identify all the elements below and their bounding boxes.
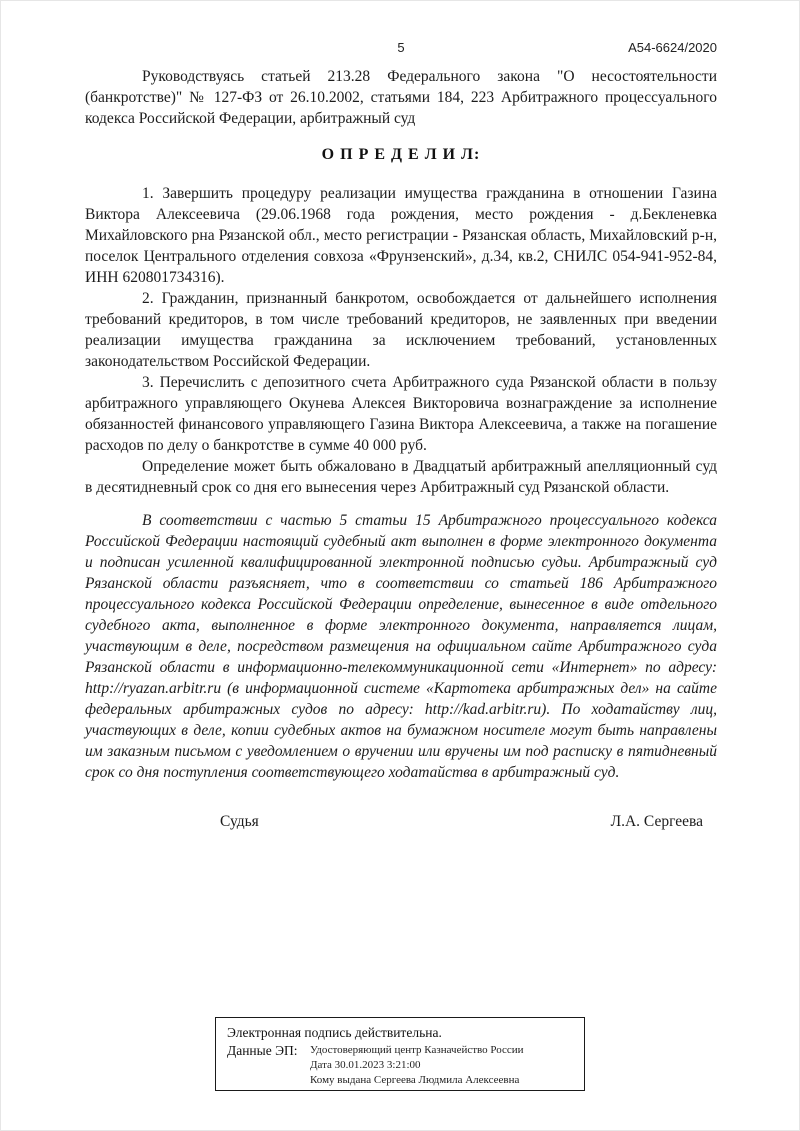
preamble-paragraph: Руководствуясь статьей 213.28 Федерального закона "О несостоятельности (банкротстве)" № 127-ФЗ от 26.10.2002, статьями 184, 223 Арбитражного процессуального кодекса Российской Федерации, арбитражный суд bbox=[85, 68, 717, 127]
stamp-issued-to: Кому выдана Сергеева Людмила Алексеевна bbox=[310, 1074, 520, 1086]
stamp-label: Данные ЭП: bbox=[227, 1043, 298, 1058]
page-header bbox=[85, 40, 717, 58]
appeal-paragraph: Определение может быть обжаловано в Двадцатый арбитражный апелляционный суд в десятидневный срок со дня его вынесения через Арбитражный суд Рязанской области. bbox=[85, 458, 717, 496]
page-number: 5 bbox=[397, 40, 405, 55]
electronic-document-notice: В соответствии с частью 5 статьи 15 Арбитражного процессуального кодекса Российской Федерации настоящий судебный акт выполнен в форме электронного документа и подписан усиленной квалифицированной электронной подписью судьи. Арбитражный суд Рязанской области разъясняет, что в соответствии со статьей 186 Арбитражного процессуального кодекса Российской Федерации определение, вынесенное в виде отдельного судебного акта, выполненное в форме электронного документа, направляется лицам, участвующим в деле, посредством размещения на официальном сайте Арбитражного суда Рязанской области в информационно-телекоммуникационной сети «Интернет» по адресу: http://ryazan.arbitr.ru (в информационной системе «Картотека арбитражных дел» на сайте федеральных арбитражных судов по адресу: http://kad.arbitr.ru). По ходатайству лиц, участвующих в деле, копии судебных актов на бумажном носителе могут быть направлены им заказным письмом с уведомлением о вручении или вручены им под расписку в пятидневный срок со дня поступления соответствующего ходатайства в арбитражный суд. bbox=[85, 512, 717, 781]
electronic-signature-stamp bbox=[215, 1017, 585, 1091]
stamp-values bbox=[310, 1043, 524, 1088]
stamp-certificate-authority: Удостоверяющий центр Казначейство России bbox=[310, 1044, 524, 1056]
resolution-paragraph-3: 3. Перечислить с депозитного счета Арбитражного суда Рязанской области в пользу арбитражного управляющего Окунева Алексея Викторовича вознаграждение за исполнение обязанностей финансового управляющего Газина Виктора Алексеевича, а также на погашение расходов по делу о банкротстве в сумме 40 000 руб. bbox=[85, 374, 717, 454]
signature-row bbox=[85, 811, 717, 832]
stamp-date: Дата 30.01.2023 3:21:00 bbox=[310, 1059, 421, 1071]
ruling-heading: О П Р Е Д Е Л И Л: bbox=[321, 146, 481, 163]
document-body bbox=[85, 66, 717, 832]
signature-role: Судья bbox=[220, 813, 259, 830]
stamp-title: Электронная подпись действительна. bbox=[227, 1025, 442, 1040]
resolution-paragraph-1: 1. Завершить процедуру реализации имущества гражданина в отношении Газина Виктора Алексеевича (29.06.1968 года рождения, место рождения - д.Бекленевка Михайловского рна Рязанской обл., место регистрации - Рязанская область, Михайловский р-н, поселок Центрального отделения совхоза «Фрунзенский», д.34, кв.2, СНИЛС 054-941-952-84, ИНН 620801734316). bbox=[85, 185, 717, 286]
stamp-details bbox=[227, 1043, 576, 1088]
signature-name: Л.А. Сергеева bbox=[610, 813, 703, 830]
resolution-paragraph-2: 2. Гражданин, признанный банкротом, освобождается от дальнейшего исполнения требований кредиторов, в том числе требований кредиторов, не заявленных при введении реализации имущества гражданина за исключением требований, установленных законодательством Российской Федерации. bbox=[85, 290, 717, 370]
case-number: А54-6624/2020 bbox=[628, 40, 717, 55]
